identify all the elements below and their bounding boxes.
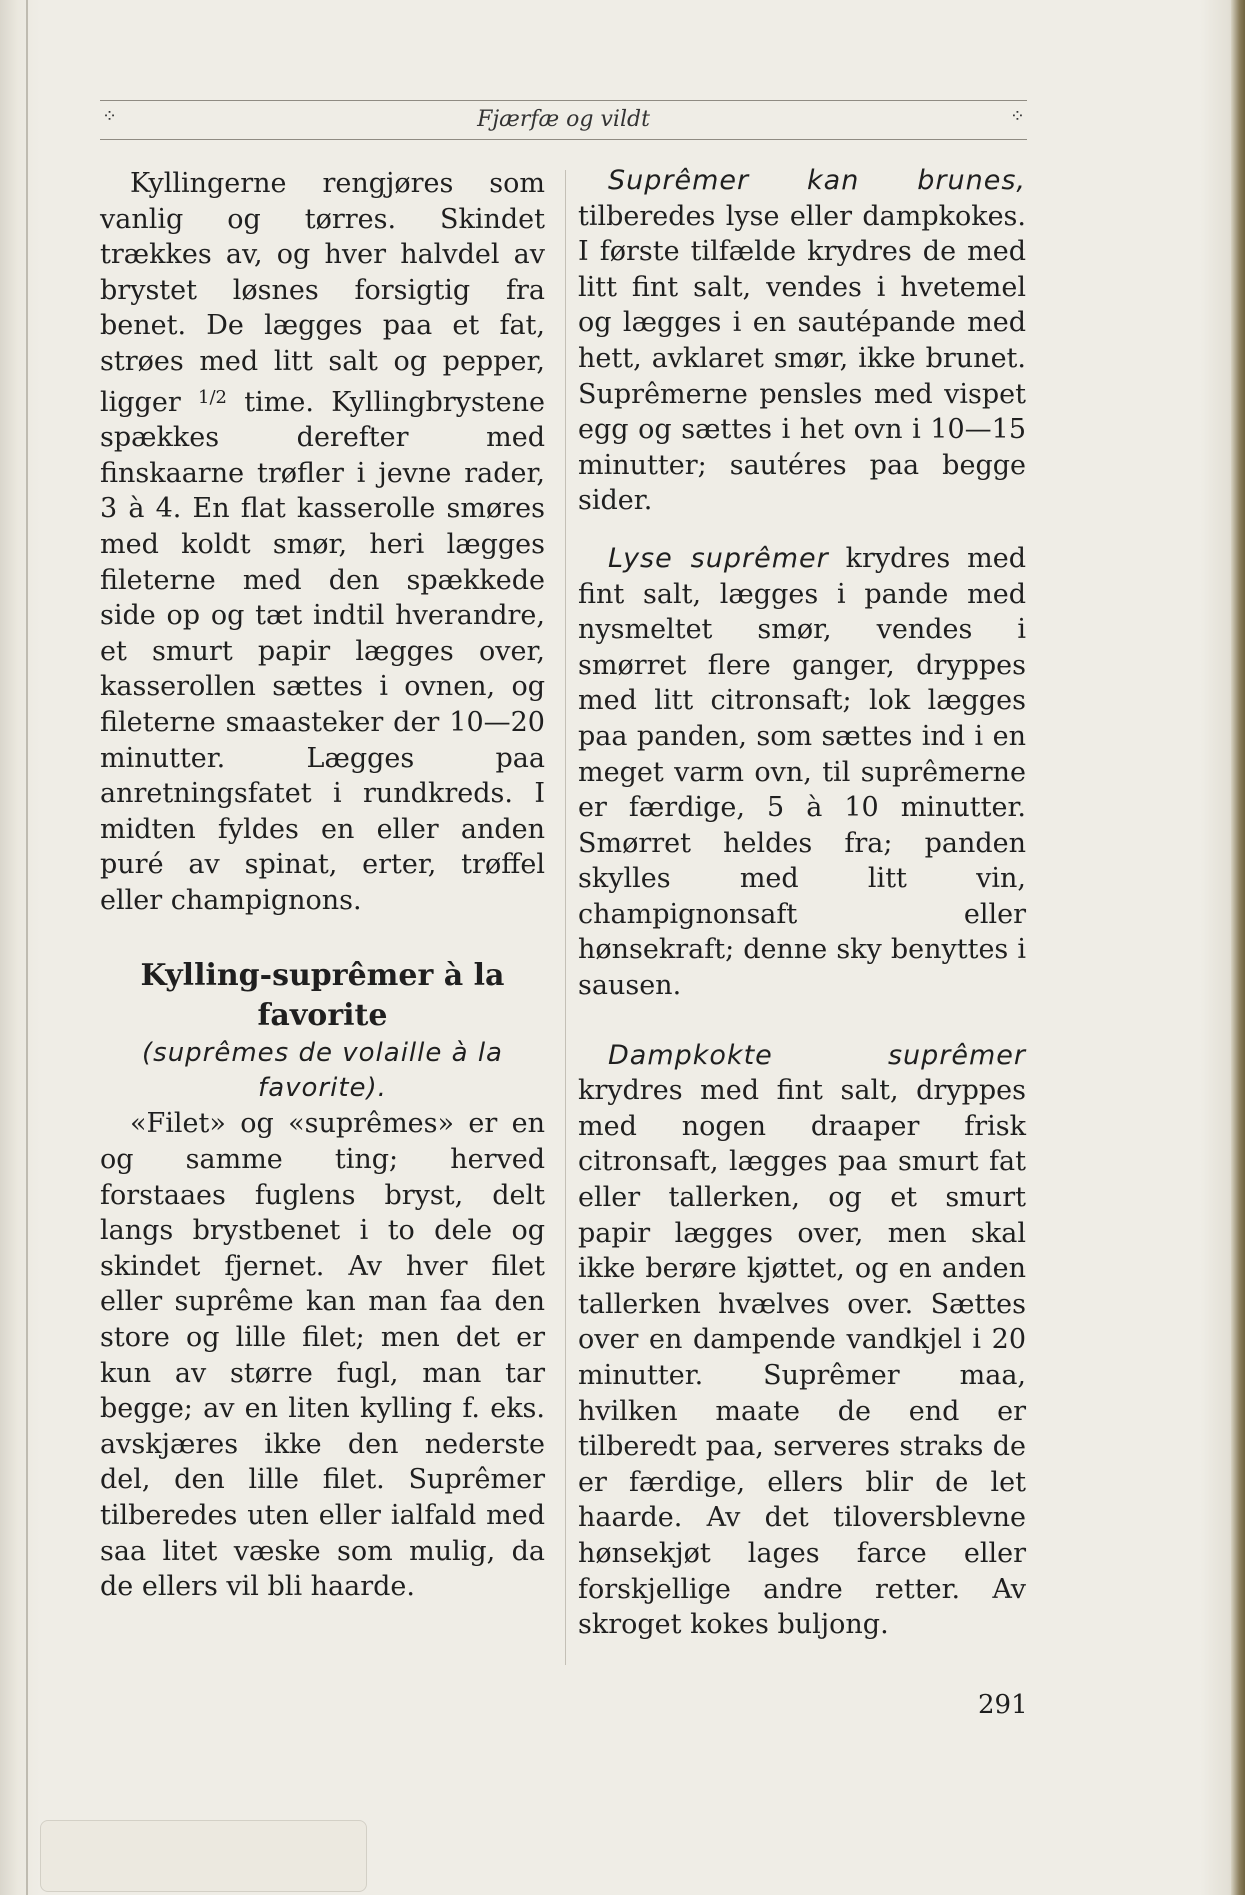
left-paragraph-1-text: Kyllingerne rengjøres som vanlig og tørres. Skindet trækkes av, og hver halvdel av brystet løsnes forsigtig fra benet. De lægges paa et fat, strøes med litt salt og pepper, ligger — [100, 168, 545, 418]
right-paragraph-1 — [578, 163, 1026, 519]
fraction-half: 1/2 — [198, 386, 227, 408]
left-paragraph-1 — [100, 166, 545, 918]
right-paragraph-3 — [578, 1038, 1026, 1643]
column-divider — [565, 170, 566, 1665]
right-paragraph-3-text: krydres med fint salt, dryppes med nogen draaper frisk citronsaft, lægges paa smurt fat eller tallerken, og et smurt papir lægges over, men skal ikke berøre kjøttet, og en anden tallerken hvælves over. Sættes over en dampende vandkjel i 20 minutter. Suprêmer maa, hvilken maate de end er tilberedt paa, serveres straks de er færdige, ellers blir de let haarde. Av det tiloversblevne hønsekjøt lages farce eller forskjellige andre retter. Av skroget kokes buljong. — [578, 1075, 1026, 1641]
page-gutter-line — [26, 0, 28, 1895]
right-paragraph-1-text: tilberedes lyse eller dampkokes. I første tilfælde krydres de med litt fint salt, vendes i hvetemel og lægges i en sautépande med hett, avklaret smør, ikke brunet. Suprêmerne pensles med vispet egg og sættes i het ovn i 10—15 minutter; sautéres paa begge sider. — [578, 200, 1026, 517]
recipe-subheading: (suprêmes de volaille à la favorite). — [142, 1038, 503, 1104]
running-head-title: Fjærfæ og vildt — [477, 107, 650, 132]
paper-mark — [40, 1820, 367, 1892]
right-paragraph-2-text: krydres med fint salt, lægges i pande med nysmeltet smør, vendes i smørret flere ganger, dryppes med litt citronsaft; lok lægges paa panden, som sættes ind i en meget varm ovn, til suprêmerne er færdige, 5 à 10 minutter. Smørret heldes fra; panden skylles med litt vin, champignonsaft eller hønsekraft; denne sky benyttes i sausen. — [578, 542, 1026, 1002]
right-paragraph-2 — [578, 541, 1026, 1004]
ornament-left-icon: ⁘ — [102, 106, 118, 127]
page-number: 291 — [978, 1690, 1028, 1720]
left-column — [100, 166, 545, 1605]
right-paragraph-2-lead: Lyse suprêmer — [608, 542, 829, 574]
left-paragraph-1-rest: time. Kyllingbrystene spækkes derefter med finskaarne trøfler i jevne rader, 3 à 4. En flat kasserolle smøres med koldt smør, heri lægges fileterne med den spækkede side op og tæt indtil hverandre, et smurt papir lægges over, kasserollen sættes i ovnen, og fileterne smaasteker der 10—20 minutter. Lægges paa anretningsfatet i rundkreds. I midten fyldes en eller anden puré av spinat, erter, trøffel eller champignons. — [100, 386, 545, 916]
right-paragraph-1-lead: Suprêmer kan brunes, — [608, 165, 1026, 196]
ornament-right-icon: ⁘ — [1009, 106, 1025, 127]
page-edge-shadow — [1231, 0, 1245, 1895]
running-head — [100, 100, 1027, 140]
left-paragraph-2: «Filet» og «suprêmes» er en og samme ting; herved forstaaes fuglens bryst, delt langs brystbenet i to dele og skindet fjernet. Av hver filet eller suprême kan man faa den store og lille filet; men det er kun av større fugl, man tar begge; av en liten kylling f. eks. avskjæres ikke den nederste del, den lille filet. Suprêmer tilberedes uten eller ialfald med saa litet væske som mulig, da de ellers vil bli haarde. — [100, 1108, 545, 1603]
right-paragraph-3-lead: Dampkokte suprêmer — [608, 1039, 1026, 1071]
right-column — [578, 163, 1026, 1643]
recipe-heading: Kylling-suprêmer à la favorite — [140, 958, 505, 1034]
